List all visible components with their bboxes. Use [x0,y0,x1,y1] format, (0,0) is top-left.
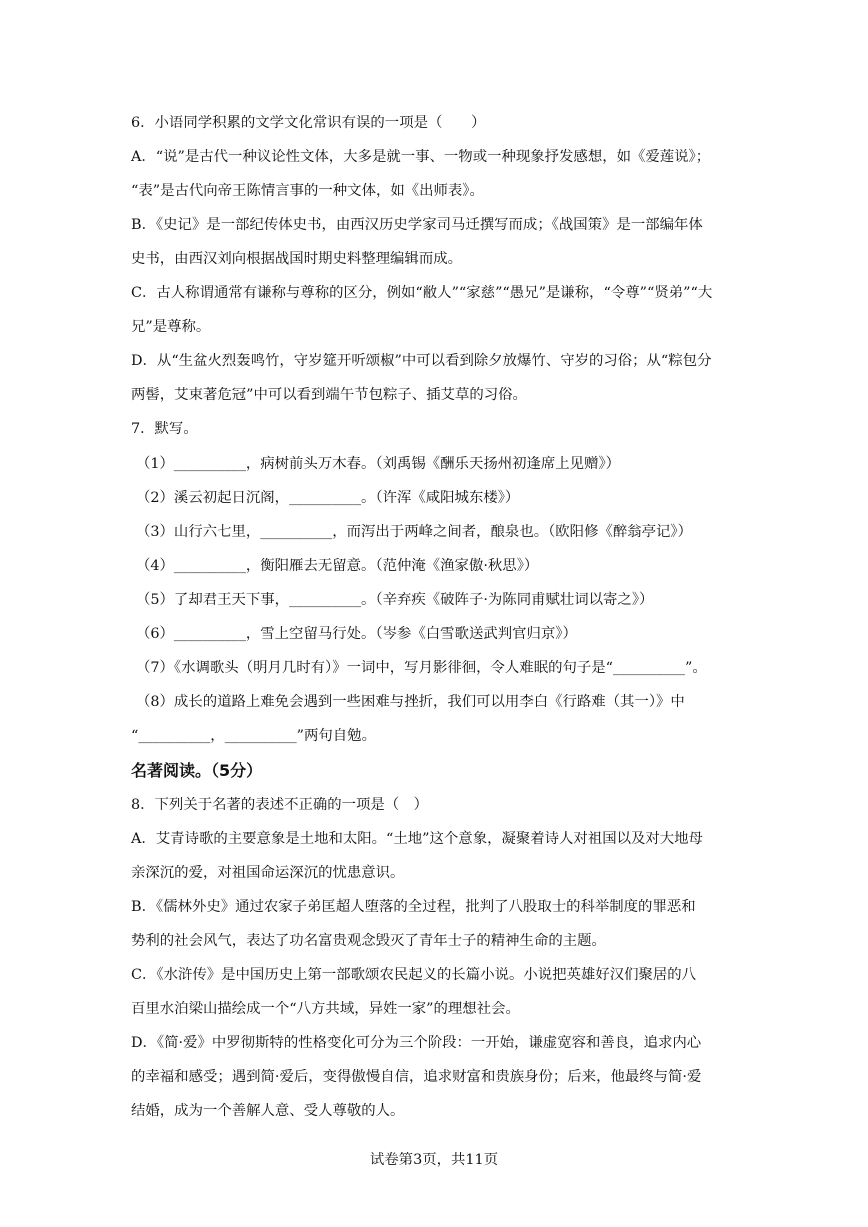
q7-item-8-continuation: “__________，__________”两句自勉。 [131,728,376,744]
q8-option-a-line2: 亲深沉的爱，对祖国命运深沉的忧患意识。 [131,865,405,881]
q7-stem: 7．默写。 [131,421,198,437]
q6-option-d-line1: D．从“生盆火烈轰鸣竹，守岁筵开听颂椒”中可以看到除夕放爆竹、守岁的习俗；从“粽包分 [131,353,712,369]
q8-option-c-line1: C．《水浒传》是中国历史上第一部歌颂农民起义的长篇小说。小说把英雄好汉们聚居的八 [131,967,697,983]
q7-item-7: （7）《水调歌头（明月几时有）》一词中，写月影徘徊，令人难眠的句子是“__________”。 [136,660,707,676]
q8-option-d-line1: D．《简·爱》中罗彻斯特的性格变化可分为三个阶段：一开始，谦虚宽容和善良，追求内心 [131,1035,702,1051]
q7-item-5: （5）了却君王天下事，__________。（辛弃疾《破阵子·为陈同甫赋壮词以寄之》） [136,592,654,608]
section-heading: 名著阅读。（5分） [131,761,263,780]
q7-item-8: （8）成长的道路上难免会遇到一些困难与挫折，我们可以用李白《行路难（其一）》中 [136,694,685,710]
q6-option-a-line2: “表”是古代向帝王陈情言事的一种文体，如《出师表》。 [131,183,484,199]
q8-option-a-line1: A．艾青诗歌的主要意象是土地和太阳。“土地”这个意象，凝聚着诗人对祖国以及对大地母 [131,831,703,847]
q7-item-3: （3）山行六七里，__________，而泻出于两峰之间者，酿泉也。（欧阳修《醉翁亭记》） [136,524,692,540]
q7-item-6: （6）__________，雪上空留马行处。（岑参《白雪歌送武判官归京》） [136,626,577,642]
q6-option-d-line2: 两髻，艾束著危冠”中可以看到端午节包粽子、插艾草的习俗。 [131,387,527,403]
q6-option-c-line2: 兄”是尊称。 [131,319,211,335]
q6-stem: 6．小语同学积累的文学文化常识有误的一项是（ ） [131,115,486,131]
q8-option-d-line3: 结婚，成为一个善解人意、受人尊敬的人。 [131,1103,405,1119]
q7-item-2: （2）溪云初起日沉阁，__________。（许浑《咸阳城东楼》） [136,490,520,506]
q6-option-c-line1: C．古人称谓通常有谦称与尊称的区分，例如“敝人”“家慈”“愚兄”是谦称，“令尊”“贤弟”“大 [131,285,713,301]
q8-option-b-line1: B．《儒林外史》通过农家子弟匡超人堕落的全过程，批判了八股取士的科举制度的罪恶和 [131,899,696,915]
q6-option-b-line1: B．《史记》是一部纪传体史书，由西汉历史学家司马迁撰写而成；《战国策》是一部编年体 [131,217,703,233]
q8-stem: 8．下列关于名著的表述不正确的一项是（ ） [131,797,428,813]
q8-option-b-line2: 势利的社会风气，表达了功名富贵观念毁灭了青年士子的精神生命的主题。 [131,933,606,949]
q7-item-4: （4）__________，衡阳雁去无留意。（范仲淹《渔家傲·秋思》） [136,558,539,574]
q8-option-c-line2: 百里水泊梁山描绘成一个“八方共域，异姓一家”的理想社会。 [131,1001,520,1017]
page-footer: 试卷第3页，共11页 [369,1152,499,1168]
q8-option-d-line2: 的幸福和感受；遇到简·爱后，变得傲慢自信，追求财富和贵族身份；后来，他最终与简·爱 [131,1069,702,1085]
q6-option-a-line1: A．“说”是古代一种议论性文体，大多是就一事、一物或一种现象抒发感想，如《爱莲说》； [131,149,711,165]
q7-item-1: （1）__________，病树前头万木春。（刘禹锡《酬乐天扬州初逢席上见赠》） [136,456,621,472]
q6-option-b-line2: 史书，由西汉刘向根据战国时期史料整理编辑而成。 [131,251,462,267]
